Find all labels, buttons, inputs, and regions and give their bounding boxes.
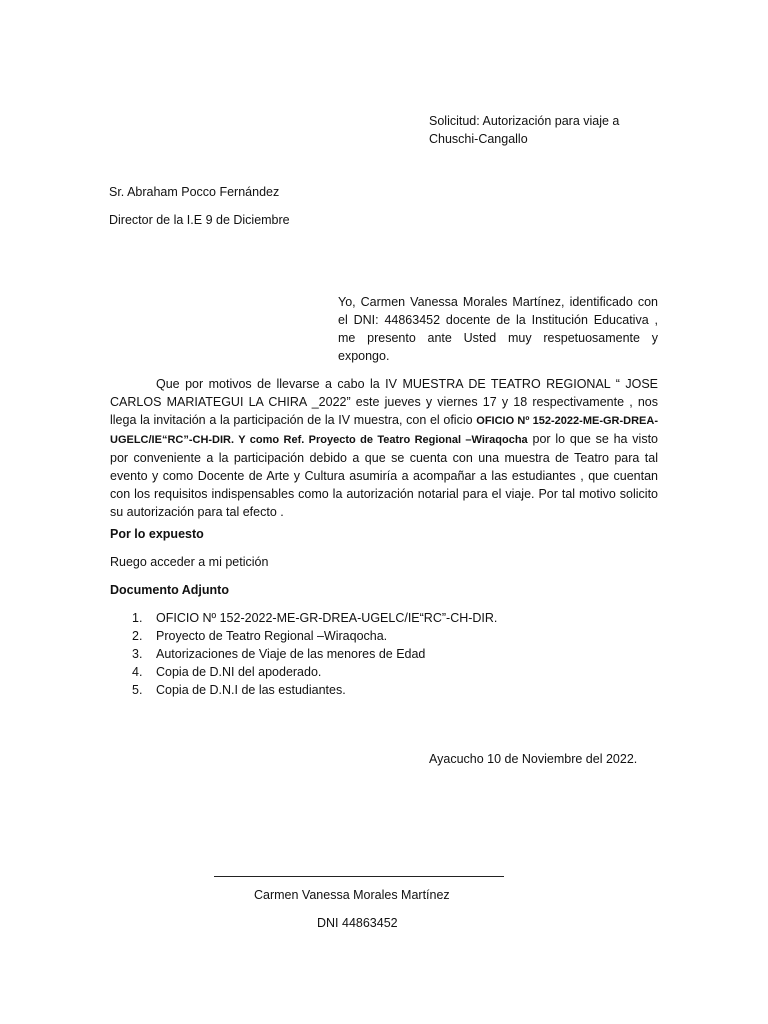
addressee-name: Sr. Abraham Pocco Fernández — [109, 185, 280, 199]
subject-block — [429, 112, 689, 148]
list-item-text: Proyecto de Teatro Regional –Wiraqocha. — [156, 629, 388, 643]
body-text-part-2: por lo que se ha visto por conveniente a la participación debido a que se cuenta con una muestra de Teatro para tal evento y como Docente de Arte y Cultura asumiría a acompañar a las estudiantes , que cuentan con los requisitos indispensables como la autorización notarial para el viaje. Por tal motivo solicito su autorización para tal efecto . — [110, 432, 659, 519]
body-text-part-1: Que por motivos de llevarse a cabo la IV MUESTRA DE TEATRO REGIONAL “ JOSE CARLOS MARIATEGUI LA CHIRA _2022” este jueves y viernes 17 y 18 respectivamente , nos llega la invitación a la participación de la IV muestra, con el oficio — [110, 377, 658, 427]
list-item — [110, 609, 497, 627]
signer-name: Carmen Vanessa Morales Martínez — [254, 888, 450, 902]
signer-dni: DNI 44863452 — [317, 916, 398, 930]
subject-line-1: Solicitud: Autorización para viaje a — [429, 114, 620, 128]
por-lo-expuesto: Por lo expuesto — [110, 527, 204, 541]
list-item — [110, 681, 497, 699]
adjuntos-list — [110, 609, 497, 699]
list-item-number: 5. — [132, 683, 143, 697]
subject-line-2: Chuschi-Cangallo — [429, 132, 528, 146]
list-item-number: 2. — [132, 629, 143, 643]
list-item-number: 1. — [132, 611, 143, 625]
list-item-number: 4. — [132, 665, 143, 679]
body-paragraph — [110, 375, 658, 521]
list-item — [110, 627, 497, 645]
intro-paragraph: Yo, Carmen Vanessa Morales Martínez, identificado con el DNI: 44863452 docente de la Institución Educativa , me presento ante Usted muy respetuosamente y expongo. — [338, 295, 658, 363]
list-item-number: 3. — [132, 647, 143, 661]
list-item-text: Copia de D.NI del apoderado. — [156, 665, 322, 679]
date-line: Ayacucho 10 de Noviembre del 2022. — [429, 752, 638, 766]
oficio-reference: OFICIO Nº 152-2022-ME-GR-DREA-UGELC/IE“RC”-CH-DIR. Y como Ref. Proyecto de Teatro Regional –Wiraqocha — [110, 415, 658, 446]
addressee-role: Director de la I.E 9 de Diciembre — [109, 213, 290, 227]
list-item — [110, 645, 497, 663]
list-item — [110, 663, 497, 681]
adjuntos-title: Documento Adjunto — [110, 583, 229, 597]
list-item-text: Autorizaciones de Viaje de las menores de Edad — [156, 647, 426, 661]
list-item-text: OFICIO Nº 152-2022-ME-GR-DREA-UGELC/IE“RC”-CH-DIR. — [156, 611, 498, 625]
list-item-text: Copia de D.N.I de las estudiantes. — [156, 683, 346, 697]
signature-line — [214, 876, 504, 877]
ruego-text: Ruego acceder a mi petición — [110, 555, 269, 569]
